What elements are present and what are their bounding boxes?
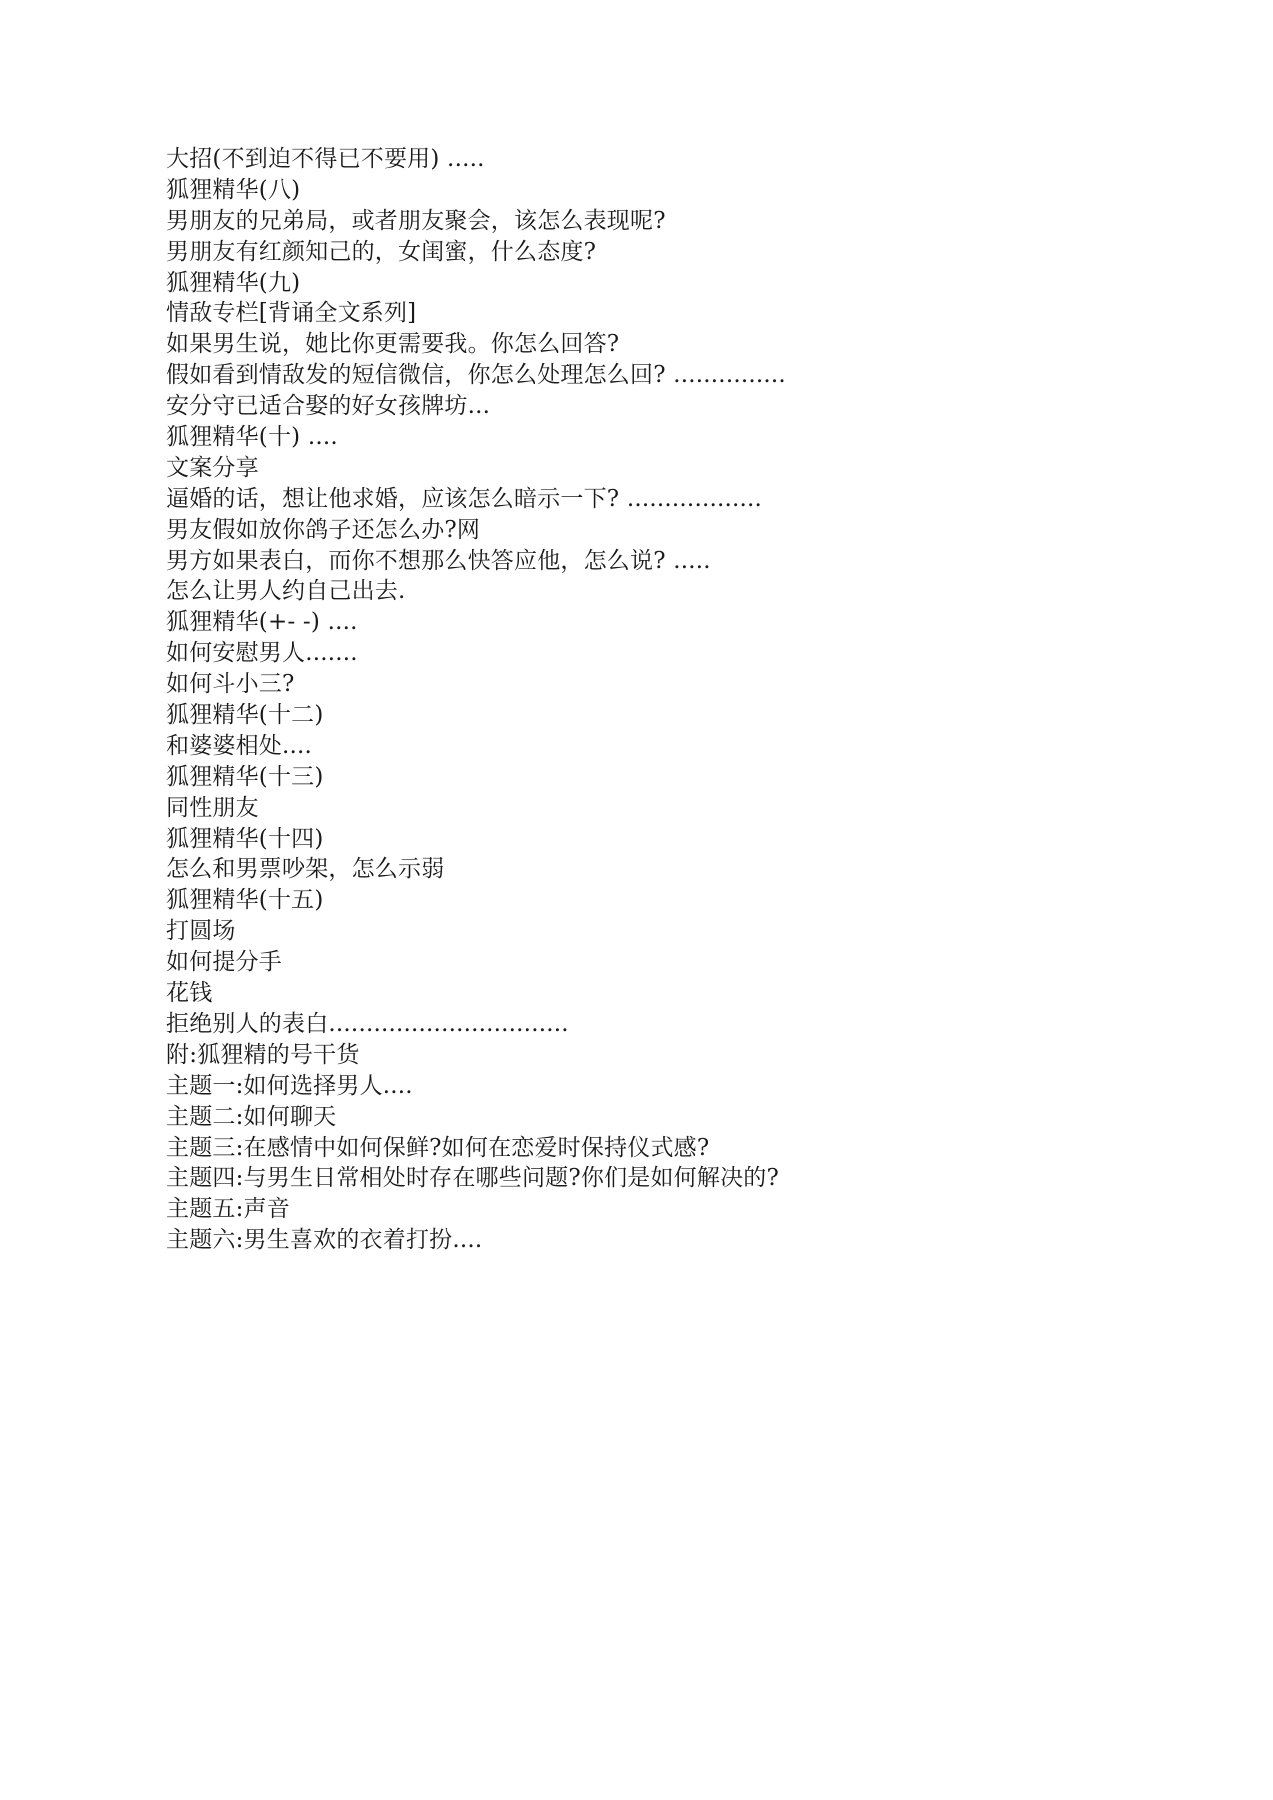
toc-line: 大招(不到迫不得已不要用) .....: [166, 146, 485, 172]
toc-line: 主题六:男生喜欢的衣着打扮....: [166, 1227, 483, 1254]
toc-line: 怎么让男人约自己出去.: [166, 578, 406, 605]
toc-line: 狐狸精华(十二): [166, 702, 324, 729]
toc-line: 狐狸精华(九): [166, 269, 301, 296]
toc-line: 狐狸精华(十) ....: [166, 424, 338, 451]
toc-line: 同性朋友: [166, 794, 259, 821]
toc-line: 如何安慰男人.......: [166, 640, 358, 667]
toc-line: 打圆场: [166, 918, 236, 945]
toc-line: 狐狸精华(十三): [166, 763, 324, 790]
toc-line: 男朋友的兄弟局，或者朋友聚会，该怎么表现呢?: [166, 207, 666, 234]
toc-line: 狐狸精华(+- -) ....: [166, 609, 358, 636]
toc-line: 附:狐狸精的号干货: [166, 1041, 360, 1068]
toc-line: 主题三:在感情中如何保鲜?如何在恋爱时保持仪式感?: [166, 1134, 710, 1161]
toc-line: 拒绝别人的表白................................: [166, 1010, 569, 1037]
toc-line: 安分守已适合娶的好女孩牌坊...: [166, 393, 491, 420]
toc-line: 怎么和男票吵架，怎么示弱: [166, 856, 445, 883]
toc-line: 主题五:声音: [166, 1196, 290, 1223]
toc-line: 男朋友有红颜知己的，女闺蜜，什么态度?: [166, 238, 597, 265]
toc-line: 文案分享: [166, 454, 259, 481]
toc-line: 花钱: [166, 980, 213, 1007]
toc-line: 逼婚的话，想让他求婚，应该怎么暗示一下? ..................: [166, 485, 763, 512]
toc-line: 狐狸精华(八): [166, 176, 301, 203]
toc-line: 主题四:与男生日常相处时存在哪些问题?你们是如何解决的?: [166, 1165, 780, 1192]
toc-line: 假如看到情敌发的短信微信，你怎么处理怎么回? ...............: [166, 362, 786, 389]
toc-line: 主题一:如何选择男人....: [166, 1072, 413, 1099]
toc-line: 如果男生说，她比你更需要我。你怎么回答?: [166, 331, 620, 358]
toc-line: 主题二:如何聊天: [166, 1103, 337, 1130]
toc-line: 如何斗小三?: [166, 671, 295, 698]
toc-line: 男方如果表白，而你不想那么快答应他，怎么说? .....: [166, 547, 711, 574]
toc-line: 狐狸精华(十五): [166, 887, 324, 914]
toc-line: 男友假如放你鸽子还怎么办?网: [166, 516, 481, 543]
toc-line: 情敌专栏[背诵全文系列]: [166, 300, 417, 327]
toc-line: 如何提分手: [166, 949, 282, 976]
table-of-contents: [166, 144, 1166, 1256]
toc-line: 狐狸精华(十四): [166, 825, 324, 852]
toc-line: 和婆婆相处....: [166, 732, 313, 759]
